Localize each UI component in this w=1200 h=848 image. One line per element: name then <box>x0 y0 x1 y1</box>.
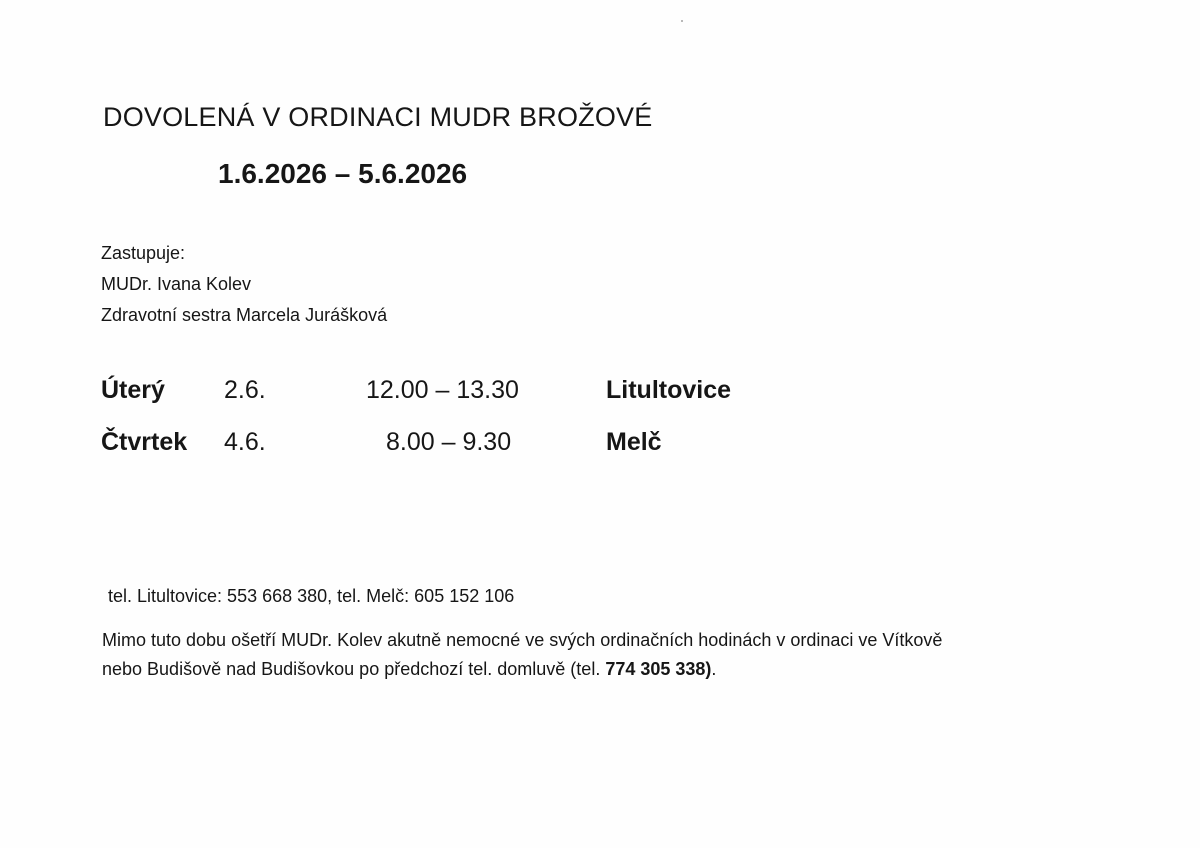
scan-speck <box>681 20 683 22</box>
note-paragraph <box>102 626 1112 684</box>
date-range: 1.6.2026 – 5.6.2026 <box>218 158 468 189</box>
substitute-doctor: MUDr. Ivana Kolev <box>101 274 252 294</box>
substitute-label: Zastupuje: <box>101 243 186 263</box>
note-line-2-text: nebo Budišově nad Budišovkou po předchozí tel. domluvě (tel. <box>102 659 606 679</box>
schedule-time: 8.00 – 9.30 <box>386 428 512 456</box>
notice-title: DOVOLENÁ V ORDINACI MUDR BROŽOVÉ <box>103 102 653 132</box>
schedule-place: Melč <box>606 428 662 456</box>
substitute-nurse: Zdravotní sestra Marcela Jurášková <box>101 305 388 325</box>
note-line-1: Mimo tuto dobu ošetří MUDr. Kolev akutně nemocné ve svých ordinačních hodinách v ordinaci ve Vítkově <box>102 630 943 650</box>
schedule-date: 2.6. <box>224 376 266 404</box>
schedule-time: 12.00 – 13.30 <box>366 376 519 404</box>
schedule-place: Litultovice <box>606 376 732 404</box>
note-phone: 774 305 338) <box>605 659 712 679</box>
schedule-date: 4.6. <box>224 428 266 456</box>
schedule-day: Úterý <box>101 376 165 404</box>
note-end: . <box>711 659 717 679</box>
schedule-day: Čtvrtek <box>101 428 188 456</box>
phone-numbers: tel. Litultovice: 553 668 380, tel. Melč: 605 152 106 <box>108 586 515 606</box>
note-line-2 <box>102 659 716 679</box>
